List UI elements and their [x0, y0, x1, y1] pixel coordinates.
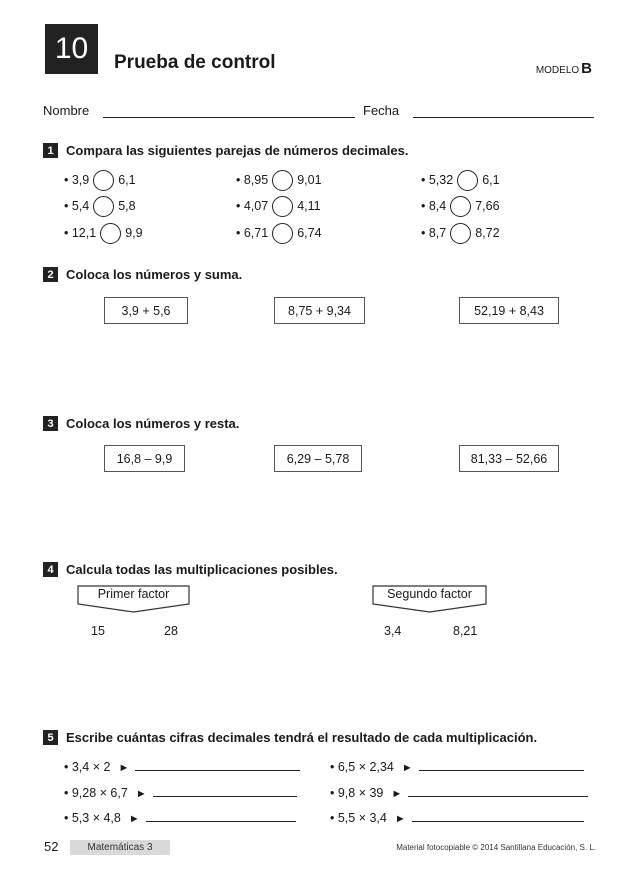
question-3-text: Coloca los números y resta. [66, 416, 240, 431]
compare-right: 7,66 [475, 199, 500, 213]
question-4-number: 4 [43, 562, 58, 577]
multiplication-expression: • 3,4 × 2 [64, 760, 111, 774]
answer-line[interactable] [408, 796, 588, 797]
compare-pair [236, 169, 322, 191]
compare-left: • 8,7 [421, 226, 447, 240]
compare-left: • 5,4 [64, 199, 90, 213]
arrow-right-icon: ► [401, 762, 413, 774]
second-factor-callout [372, 585, 487, 613]
multiplication-item [64, 756, 300, 774]
compare-circle[interactable] [450, 196, 471, 217]
multiplication-item [330, 807, 584, 825]
fecha-field[interactable] [413, 117, 594, 118]
compare-left: • 4,07 [236, 199, 269, 213]
question-5-text: Escribe cuántas cifras decimales tendrá el resultado de cada multiplicación. [66, 730, 538, 745]
compare-left: • 5,32 [421, 173, 454, 187]
compare-right: 5,8 [118, 199, 136, 213]
compare-left: • 3,9 [64, 173, 90, 187]
subtraction-operation-box: 81,33 – 52,66 [459, 445, 559, 472]
question-2-text: Coloca los números y suma. [66, 267, 243, 282]
compare-right: 4,11 [297, 199, 321, 213]
sum-operation-box: 8,75 + 9,34 [274, 297, 365, 324]
answer-line[interactable] [153, 796, 297, 797]
multiplication-expression: • 9,28 × 6,7 [64, 786, 128, 800]
compare-circle[interactable] [93, 170, 114, 191]
multiplication-expression: • 9,8 × 39 [330, 786, 384, 800]
compare-left: • 8,4 [421, 199, 447, 213]
question-1-number: 1 [43, 143, 58, 158]
multiplication-item [64, 807, 296, 825]
question-5-number: 5 [43, 730, 58, 745]
arrow-right-icon: ► [118, 762, 130, 774]
second-factor-value: 8,21 [453, 624, 478, 638]
compare-right: 9,01 [297, 173, 322, 187]
compare-pair [421, 169, 500, 191]
compare-circle[interactable] [272, 223, 293, 244]
compare-right: 8,72 [475, 226, 500, 240]
arrow-right-icon: ► [135, 788, 147, 800]
sum-operation-box: 3,9 + 5,6 [104, 297, 188, 324]
name-date-row [43, 96, 594, 118]
first-factor-callout [77, 585, 190, 613]
arrow-right-icon: ► [128, 813, 140, 825]
first-factor-value: 28 [164, 624, 178, 638]
compare-circle[interactable] [93, 196, 114, 217]
arrow-right-icon: ► [394, 813, 406, 825]
compare-right: 9,9 [125, 226, 143, 240]
unit-number-badge: 10 [45, 24, 98, 74]
multiplication-item [64, 782, 297, 800]
compare-left: • 6,71 [236, 226, 269, 240]
subtraction-operation-box: 6,29 – 5,78 [274, 445, 362, 472]
first-factor-label: Primer factor [97, 587, 170, 601]
first-factor-value: 15 [91, 624, 105, 638]
multiplication-expression: • 6,5 × 2,34 [330, 760, 394, 774]
compare-circle[interactable] [100, 223, 121, 244]
compare-circle[interactable] [457, 170, 478, 191]
question-2-number: 2 [43, 267, 58, 282]
modelo-letter: B [581, 60, 592, 77]
compare-right: 6,1 [482, 173, 500, 187]
compare-pair [64, 195, 136, 217]
compare-pair [421, 195, 500, 217]
answer-line[interactable] [412, 821, 584, 822]
modelo-text: MODELO [535, 65, 580, 76]
nombre-field[interactable] [103, 117, 355, 118]
multiplication-item [330, 782, 588, 800]
page-number: 52 [44, 839, 59, 854]
sum-operation-box: 52,19 + 8,43 [459, 297, 559, 324]
arrow-right-icon: ► [391, 788, 403, 800]
compare-circle[interactable] [272, 196, 293, 217]
second-factor-label: Segundo factor [387, 587, 472, 601]
compare-right: 6,74 [297, 226, 322, 240]
fecha-label: Fecha [363, 103, 400, 118]
modelo-label [536, 60, 592, 77]
compare-pair [421, 222, 500, 244]
compare-pair [64, 222, 143, 244]
compare-circle[interactable] [272, 170, 293, 191]
subtraction-operation-box: 16,8 – 9,9 [104, 445, 185, 472]
compare-right: 6,1 [118, 173, 136, 187]
compare-pair [64, 169, 136, 191]
answer-line[interactable] [146, 821, 296, 822]
nombre-label: Nombre [43, 103, 90, 118]
question-3-number: 3 [43, 416, 58, 431]
question-1-text: Compara las siguientes parejas de números decimales. [66, 143, 409, 158]
compare-pair [236, 195, 321, 217]
page-title: Prueba de control [114, 52, 276, 73]
compare-left: • 12,1 [64, 226, 97, 240]
compare-circle[interactable] [450, 223, 471, 244]
multiplication-item [330, 756, 584, 774]
answer-line[interactable] [135, 770, 300, 771]
multiplication-expression: • 5,3 × 4,8 [64, 811, 121, 825]
multiplication-expression: • 5,5 × 3,4 [330, 811, 387, 825]
copyright-notice: Material fotocopiable © 2014 Santillana Educación, S. L. [396, 843, 596, 852]
compare-pair [236, 222, 322, 244]
book-title-tag: Matemáticas 3 [70, 840, 170, 855]
question-4-text: Calcula todas las multiplicaciones posibles. [66, 562, 338, 577]
answer-line[interactable] [419, 770, 584, 771]
compare-left: • 8,95 [236, 173, 269, 187]
second-factor-value: 3,4 [384, 624, 402, 638]
